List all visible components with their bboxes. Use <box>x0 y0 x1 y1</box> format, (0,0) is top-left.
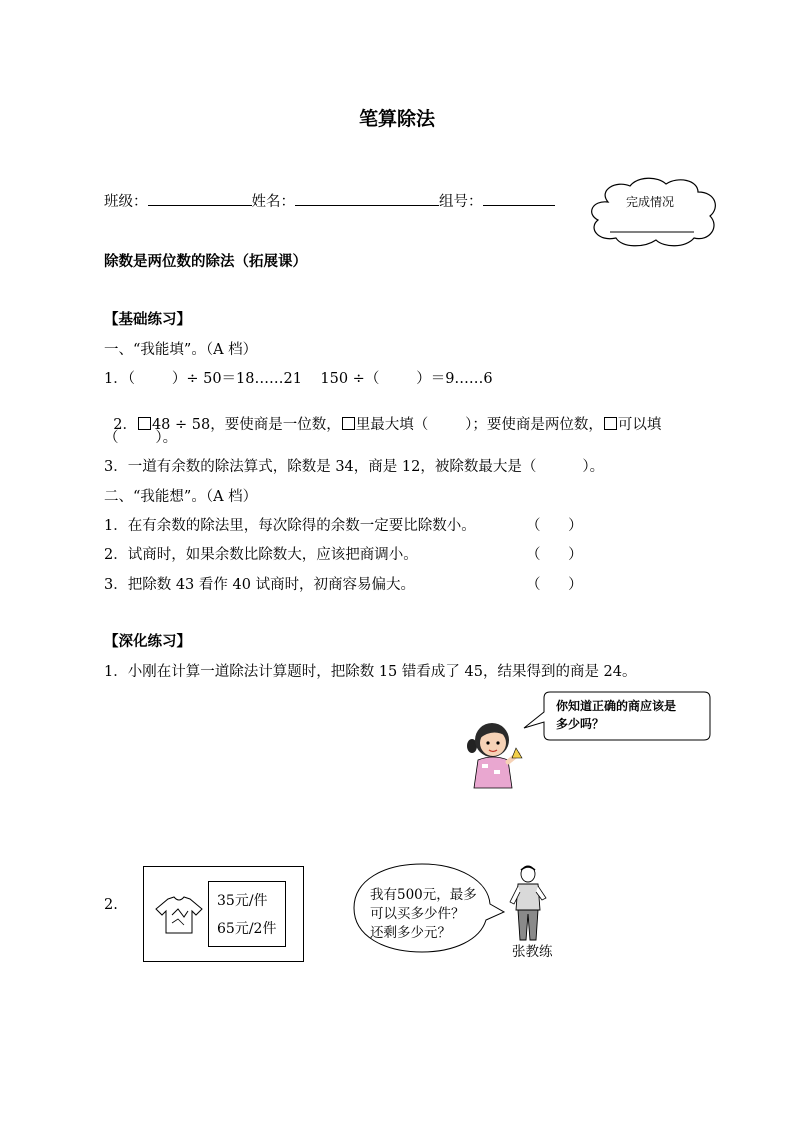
blank-box <box>342 417 355 430</box>
girl-bubble-line-1: 你知道正确的商应该是 <box>556 699 677 713</box>
name-field[interactable] <box>295 191 439 206</box>
price-sign <box>143 866 304 962</box>
judge-answer-1[interactable]: （ ） <box>526 518 583 534</box>
basic-heading: 【基础练习】 <box>104 311 191 328</box>
fill-question-3: 3．一道有余数的除法算式，除数是 34，商是 12，被除数最大是（ ）。 <box>104 459 605 475</box>
group-field[interactable] <box>483 191 555 206</box>
fill-question-2: 2． 48 ÷ 58，要使商是一位数， 里最大填（ ）；要使商是两位数， 可以填 <box>113 417 662 433</box>
lesson-subtitle: 除数是两位数的除法（拓展课） <box>104 253 307 270</box>
girl-bubble-line-2: 多少吗？ <box>556 717 605 731</box>
deep-heading: 【深化练习】 <box>104 633 191 650</box>
coach-bubble-line-2: 可以买多少件？ <box>370 906 465 922</box>
part1-title: 一、“我能填”。（A 档） <box>104 342 258 358</box>
judge-answer-3[interactable]: （ ） <box>526 577 583 593</box>
name-label: 姓名： <box>251 194 295 210</box>
completion-label: 完成情况 <box>626 195 675 209</box>
coach-illustration <box>506 864 552 944</box>
completion-cloud <box>586 176 722 250</box>
page-title: 笔算除法 <box>358 108 435 130</box>
coach-bubble-line-1: 我有500元，最多 <box>370 887 477 903</box>
judge-answer-2[interactable]: （ ） <box>526 547 583 563</box>
judge-question-1: 1．在有余数的除法里，每次除得的余数一定要比除数小。 <box>104 518 476 534</box>
group-label: 组号： <box>439 194 483 210</box>
deep-question-1: 1．小刚在计算一道除法计算题时，把除数 15 错看成了 45，结果得到的商是 24。 <box>104 664 637 680</box>
coach-bubble-line-3: 还剩多少元？ <box>370 925 451 941</box>
price-box <box>208 881 286 947</box>
judge-question-2: 2．试商时，如果余数比除数大，应该把商调小。 <box>104 547 418 563</box>
fill-question-1: 1．（ ）÷ 50＝18……21 150 ÷（ ）＝9……6 <box>104 371 493 387</box>
class-label: 班级： <box>104 194 148 210</box>
fill-question-2-cont: （ ）。 <box>104 430 178 446</box>
tshirt-icon <box>154 895 204 935</box>
deep-question-2-number: 2. <box>104 897 118 913</box>
coach-name: 张教练 <box>512 944 553 960</box>
blank-box <box>604 417 617 430</box>
price-pair: 65元/2件 <box>217 921 277 937</box>
class-field[interactable] <box>148 191 252 206</box>
judge-question-3: 3．把除数 43 看作 40 试商时，初商容易偏大。 <box>104 577 416 593</box>
price-single: 35元/件 <box>217 893 268 909</box>
girl-illustration <box>460 718 530 792</box>
header-row <box>104 190 555 211</box>
part2-title: 二、“我能想”。（A 档） <box>104 489 258 505</box>
